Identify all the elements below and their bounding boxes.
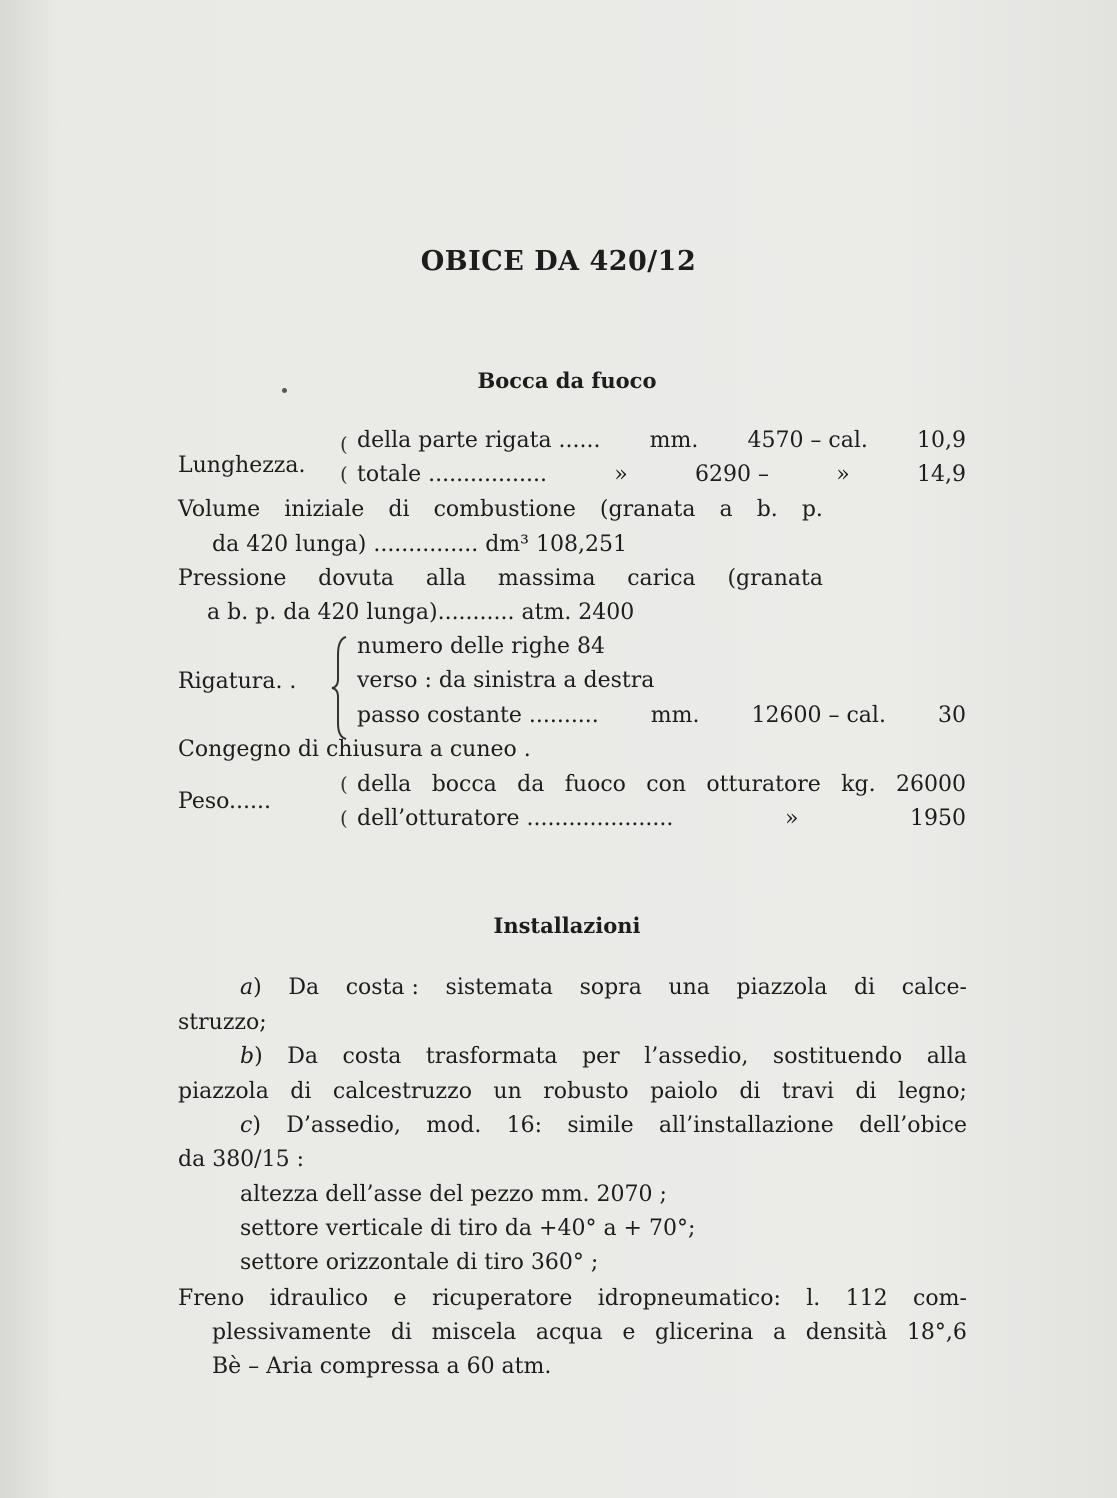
brace-top: ( xyxy=(340,432,348,456)
rigatura-row-3: passo costante .......... mm. 12600 – cal. 30 xyxy=(357,703,966,728)
inst-b-line-2: piazzola di calcestruzzo un robusto paiolo di travi di legno; xyxy=(178,1079,967,1104)
rigatura-row-1: numero delle righe 84 xyxy=(357,634,605,659)
inst-c-line-5: settore orizzontale di tiro 360° ; xyxy=(240,1250,599,1275)
pressione-line-1: Pressione dovuta alla massima carica (granata xyxy=(178,566,823,591)
rigatura-row-2: verso : da sinistra a destra xyxy=(357,668,655,693)
rigatura-label: Rigatura. . xyxy=(178,669,297,694)
brace-bottom: ( xyxy=(340,462,348,486)
inst-a-line-2: struzzo; xyxy=(178,1010,267,1035)
inst-b-line-1: b) Da costa trasformata per l’assedio, sostituendo alla xyxy=(240,1044,967,1069)
freno-line-3: Bè – Aria compressa a 60 atm. xyxy=(212,1354,552,1379)
inst-c-line-1: c) D’assedio, mod. 16: simile all’installazione dell’obice xyxy=(240,1113,967,1138)
pressione-line-2: a b. p. da 420 lunga)........... atm. 2400 xyxy=(207,600,635,625)
congegno-line: Congegno di chiusura a cuneo . xyxy=(178,737,531,762)
peso-label: Peso...... xyxy=(178,789,271,814)
freno-line-1: Freno idraulico e ricuperatore idropneumatico: l. 112 com- xyxy=(178,1286,967,1311)
inst-a-line-1: a) Da costa : sistemata sopra una piazzola di calce- xyxy=(240,975,967,1000)
inst-c-line-4: settore verticale di tiro da +40° a + 70°; xyxy=(240,1216,696,1241)
volume-line-1: Volume iniziale di combustione (granata a b. p. xyxy=(178,497,823,522)
lunghezza-label: Lunghezza. xyxy=(178,453,306,478)
inst-c-line-3: altezza dell’asse del pezzo mm. 2070 ; xyxy=(240,1182,667,1207)
lunghezza-row-1: della parte rigata ...... mm. 4570 – cal. 10,9 xyxy=(357,428,966,453)
page-title: OBICE DA 420/12 xyxy=(420,246,697,277)
section-heading-bocca: Bocca da fuoco xyxy=(477,368,657,393)
inst-c-line-2: da 380/15 : xyxy=(178,1147,304,1172)
peso-row-2: dell’otturatore ..................... » 1950 xyxy=(357,806,966,831)
peso-brace-bottom: ( xyxy=(340,806,348,830)
section-heading-installazioni: Installazioni xyxy=(493,913,641,938)
peso-row-1: della bocca da fuoco con otturatore kg. 26000 xyxy=(357,772,966,797)
freno-line-2: plessivamente di miscela acqua e glicerina a densità 18°,6 xyxy=(212,1320,967,1345)
rigatura-brace xyxy=(330,633,352,743)
peso-brace-top: ( xyxy=(340,772,348,796)
volume-line-2: da 420 lunga) ............... dm³ 108,251 xyxy=(212,532,627,557)
lunghezza-row-2: totale ................. » 6290 – » 14,9 xyxy=(357,462,966,487)
